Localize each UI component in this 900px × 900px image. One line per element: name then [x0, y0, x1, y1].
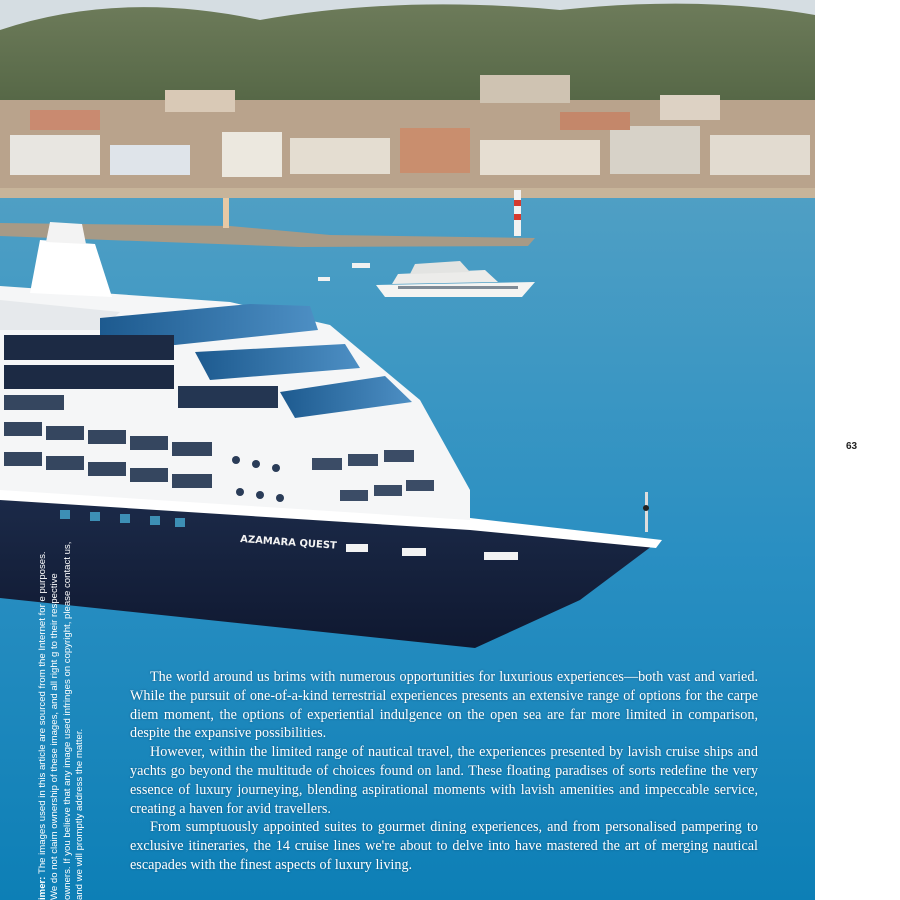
article-paragraph: However, within the limited range of nautical travel, the experiences presented by lavish cruise ships and yachts go beyond the multitude of choices found on land. These floating paradises of sorts redefine the very essence of luxury journeying, blending aspirational moments with lavish amenities and impeccable service, creating a haven for avid travellers.: [130, 744, 758, 817]
page-number: 63: [846, 441, 858, 452]
disclaimer-text: The images used in this article are sourced from the Internet for e purposes. We do not claim ownership of these images, and all right g to their respective owners. If you believe that any image used infringes on copyright, please contact us, and we will promptly address the matter.: [37, 541, 86, 900]
article-paragraph: The world around us brims with numerous opportunities for luxurious experiences—both vast and varied. While the pursuit of one-of-a-kind terrestrial experiences presents an extensive range of options for the carpe diem moment, the options of experiential indulgence on the open sea are far more limited in comparison, despite the expansive possibilities.: [130, 669, 758, 742]
ship-name-lettering: AZAMARA QUEST: [239, 534, 338, 552]
disclaimer-label: imer:: [37, 876, 48, 900]
image-disclaimer: [37, 540, 87, 900]
article-body: [130, 668, 758, 875]
small-boat: [352, 263, 370, 268]
article-paragraph: From sumptuously appointed suites to gourmet dining experiences, and from personalised pampering to exclusive itineraries, the 14 cruise lines we're about to delve into have mastered the art of merging nautical escapades with the finest aspects of luxury living.: [130, 819, 758, 873]
small-boat: [318, 277, 330, 281]
